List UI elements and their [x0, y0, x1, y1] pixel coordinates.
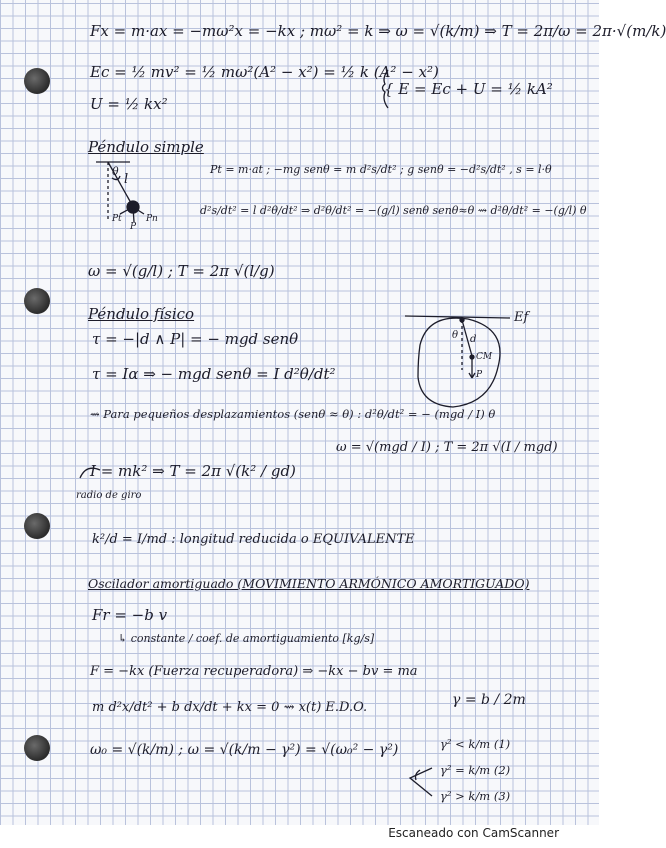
physical-dynamics-equation: τ = Iα ⇒ − mgd senθ = I d²θ/dt² [92, 365, 336, 383]
radius-of-gyration-equation: I = mk² ⇒ T = 2π √(k² / gd) [90, 462, 296, 480]
potential-energy-equation: U = ½ kx² [90, 95, 168, 113]
label-theta: θ [112, 165, 119, 178]
damping-constant-note: ↳ constante / coef. de amortiguamiento [kg/s] [118, 632, 375, 645]
simple-pendulum-tangential: Pt = m·at ; −mg senθ = m d²s/dt² ; g senθ = −d²s/dt² , s = l·θ [210, 163, 552, 176]
label-pt: Pt [112, 214, 122, 224]
section-physical-pendulum: Péndulo físico [88, 305, 195, 323]
rigid-body [418, 318, 500, 407]
damped-ode-equation: m d²x/dt² + b dx/dt + kx = 0 ⇝ x(t) E.D.O. [92, 700, 368, 715]
physical-torque-equation: τ = −|d ∧ P| = − mgd senθ [92, 330, 299, 348]
overdamped-case: γ² > k/m (3) [440, 789, 511, 803]
label-d: d [470, 334, 477, 345]
radius-of-gyration-note: radio de giro [76, 490, 142, 501]
label-weight-physical: P [476, 370, 483, 380]
equivalent-length-equation: k²/d = I/md : longitud reducida o EQUIVALENTE [92, 532, 415, 547]
underdamped-case: γ² < k/m (1) [440, 737, 511, 751]
damping-force-equation: Fr = −b v [92, 606, 168, 624]
label-ef: Ef [514, 310, 529, 325]
label-theta-physical: θ [452, 330, 459, 341]
label-length: l [124, 172, 129, 187]
simple-pendulum-period: ω = √(g/l) ; T = 2π √(l/g) [88, 262, 275, 280]
damped-frequency-equation: ω₀ = √(k/m) ; ω = √(k/m − γ²) = √(ω₀² − γ²) [90, 742, 399, 758]
label-pn: Pn [146, 214, 158, 224]
section-damped-oscillator: Oscilador amortiguado (MOVIMIENTO ARMÓNICO AMORTIGUADO) [88, 576, 530, 591]
label-cm: CM [476, 352, 493, 362]
restoring-force-equation: F = −kx (Fuerza recuperadora) ⇒ −kx − bv = ma [90, 664, 418, 679]
critically-damped-case: γ² = k/m (2) [440, 763, 511, 777]
label-weight: P [130, 222, 137, 232]
section-simple-pendulum: Péndulo simple [88, 138, 204, 156]
physical-pendulum-period: ω = √(mgd / I) ; T = 2π √(I / mgd) [336, 440, 558, 455]
small-oscillation-approximation: ⇝ Para pequeños desplazamientos (senθ ≈ θ) : d²θ/dt² = − (mgd / I) θ [90, 407, 496, 421]
kinetic-energy-equation: Ec = ½ mv² = ½ mω²(A² − x²) = ½ k (A² − x²) [90, 63, 439, 81]
gamma-definition: γ = b / 2m [452, 692, 526, 708]
harmonic-force-equation: Fx = m·ax = −mω²x = −kx ; mω² = k ⇒ ω = √(k/m) ⇒ T = 2π/ω = 2π·√(m/k) [90, 22, 666, 40]
total-energy-equation: { E = Ec + U = ½ kA² [384, 80, 553, 98]
scanner-watermark: Escaneado con CamScanner [388, 826, 559, 840]
simple-pendulum-ode: d²s/dt² = l d²θ/dt² ⇒ d²θ/dt² = −(g/l) senθ senθ≈θ ⇝ d²θ/dt² = −(g/l) θ [200, 204, 587, 217]
